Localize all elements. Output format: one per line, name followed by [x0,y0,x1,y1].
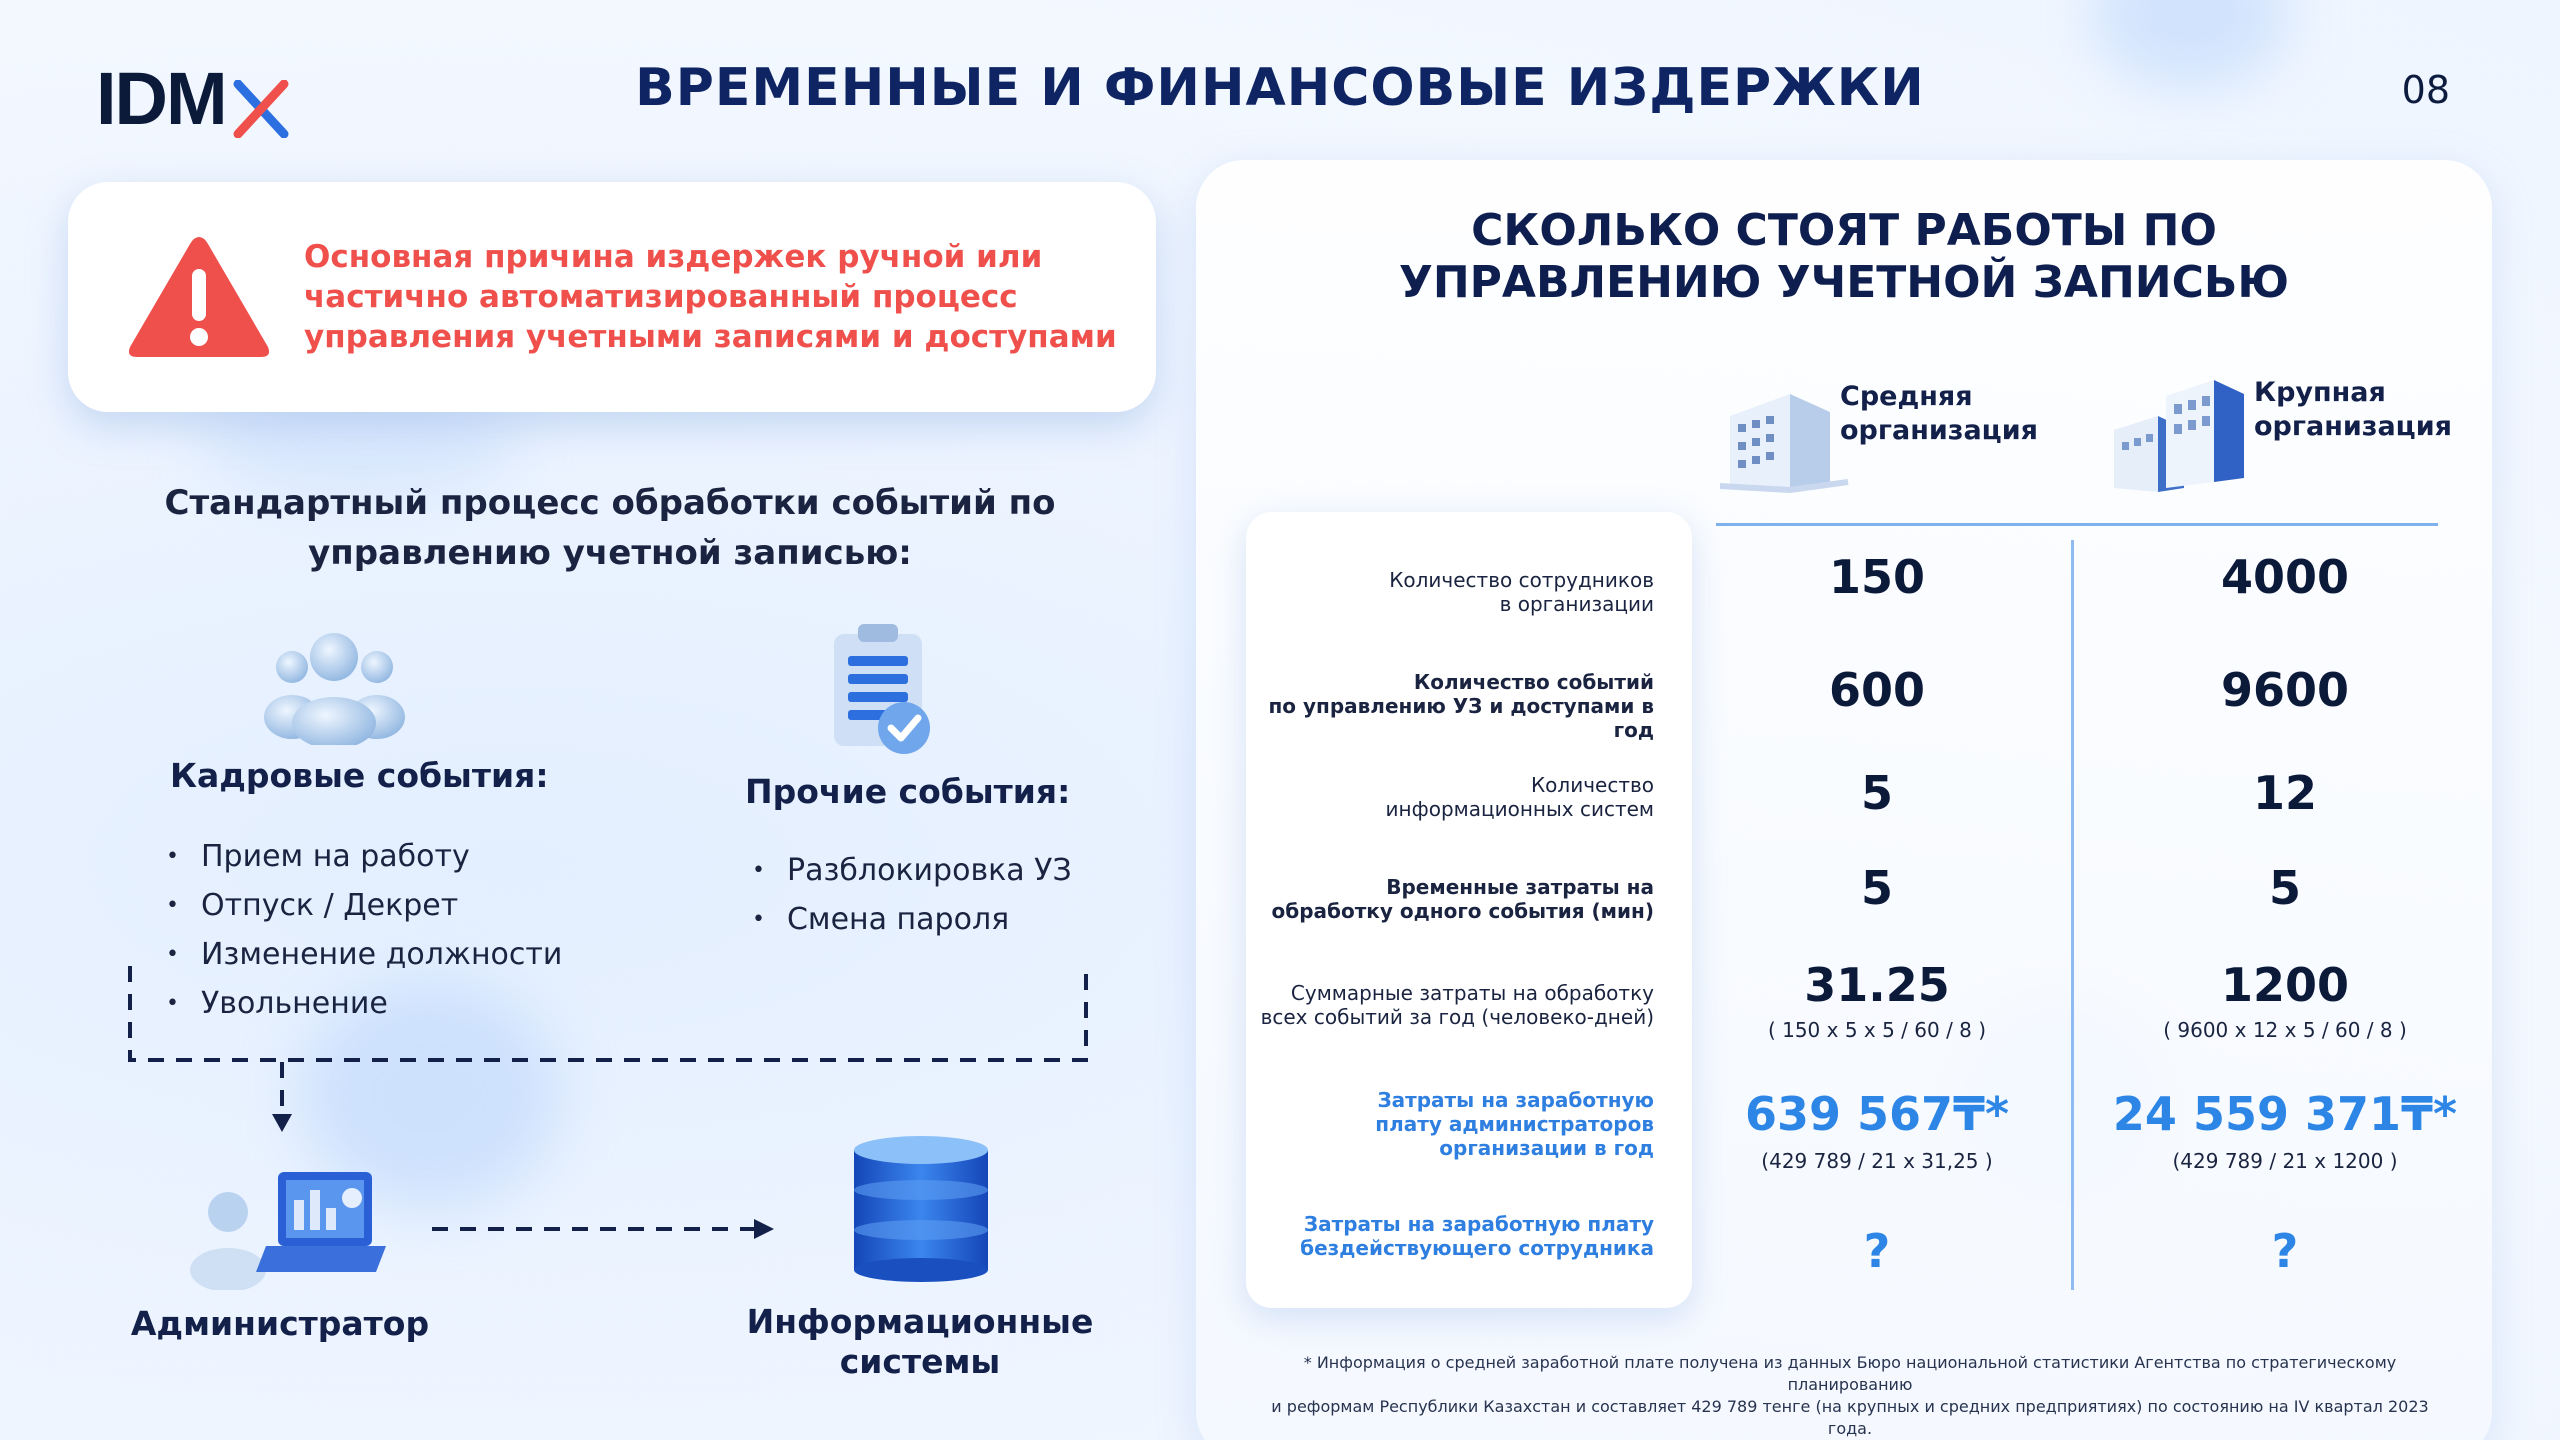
row-label-line: организации в год [1439,1136,1654,1160]
row-label-line: Временные затраты на [1386,875,1654,899]
warning-icon [124,231,274,363]
page-title: ВРЕМЕННЫЕ И ФИНАНСОВЫЕ ИЗДЕРЖКИ [635,58,1925,118]
footnote-line: и реформам Республики Казахстан и составляет 429 789 тенге (на крупных и средних предприятиях) по состоянию на IV квартал 2023 года. [1271,1397,2429,1438]
other-events-title: Прочие события: [745,772,1071,811]
footnote [1250,1352,2450,1440]
row-label-line: в организации [1499,592,1654,616]
column-header-line: организация [1840,415,2038,446]
row-label-line: по управлению УЗ и доступами в год [1268,694,1654,742]
value-medium-time: 5 [1860,861,1893,915]
list-item: • Увольнение [166,979,562,1028]
row-label-admin-salary [1250,1088,1654,1160]
row-label-line: Затраты на заработную [1377,1088,1654,1112]
row-label-line: Суммарные затраты на обработку [1290,981,1654,1005]
cost-title-line: СКОЛЬКО СТОЯТ РАБОТЫ ПО [1471,205,2217,256]
row-label-time-per-event [1250,875,1654,923]
row-label-line: бездействующего сотрудника [1300,1236,1654,1260]
value-medium-events: 600 [1828,663,1926,717]
formula-medium-admin-salary: (429 789 / 21 x 31,25 ) [1761,1149,1993,1173]
list-item: • Разблокировка УЗ [752,846,1072,895]
value-medium-systems: 5 [1860,766,1893,820]
row-label-line: Затраты на заработную плату [1303,1212,1654,1236]
row-label-employees [1250,568,1654,616]
value-medium-idle-employee: ? [1863,1224,1891,1278]
warning-text: Основная причина издержек ручной или частично автоматизированный процесс управления учетными записями и доступами [304,239,1117,355]
info-systems-label: Информационные системы [746,1302,1094,1381]
database-icon [850,1132,992,1286]
list-item: • Прием на работу [166,832,562,881]
column-header-line: Крупная [2254,377,2386,408]
header-underline [1716,523,2438,526]
value-large-idle-employee: ? [2271,1224,2299,1278]
administrator-label: Администратор [130,1304,430,1343]
value-large-time: 5 [2268,861,2301,915]
column-header-line: Средняя [1840,381,1973,412]
value-medium-admin-salary: 639 567₸* [1744,1087,2010,1141]
column-divider [2071,540,2074,1290]
list-item: • Отпуск / Декрет [166,881,562,930]
hr-events-title: Кадровые события: [170,756,549,795]
buildings-icon [2110,372,2250,502]
formula-medium-total-time: ( 150 x 5 x 5 / 60 / 8 ) [1767,1018,1987,1042]
list-item: • Смена пароля [752,895,1072,944]
row-label-line: информационных систем [1385,797,1654,821]
page-number: 08 [2401,68,2450,112]
cost-title [1196,205,2492,309]
row-label-events [1250,670,1654,742]
admin-to-systems-arrow [428,1214,788,1244]
row-label-line: Количество сотрудников [1389,568,1654,592]
column-header-large [2254,376,2452,444]
row-label-line: Количество [1530,773,1654,797]
warning-card [68,182,1156,412]
formula-large-total-time: ( 9600 x 12 x 5 / 60 / 8 ) [2163,1018,2407,1042]
users-icon [262,625,407,749]
row-label-line: плату администраторов [1375,1112,1654,1136]
row-label-idle-employee [1250,1212,1654,1260]
row-label-line: всех событий за год (человеко-дней) [1260,1005,1654,1029]
row-label-total-time [1250,981,1654,1029]
column-header-line: организация [2254,411,2452,442]
list-item: • Изменение должности [166,930,562,979]
value-large-systems: 12 [2252,766,2317,820]
building-icon [1720,386,1850,502]
value-large-admin-salary: 24 559 371₸* [2112,1087,2458,1141]
row-label-systems [1250,773,1654,821]
cost-title-line: УПРАВЛЕНИЮ УЧЕТНОЙ ЗАПИСЬЮ [1398,257,2290,308]
admin-laptop-icon [186,1160,386,1294]
other-events-list [752,846,1072,944]
value-large-events: 9600 [2220,663,2350,717]
value-large-total-time: 1200 [2220,958,2350,1012]
process-title: Стандартный процесс обработки событий по управлению учетной записью: [164,483,1056,573]
value-medium-employees: 150 [1828,550,1926,604]
column-header-medium [1840,380,2038,448]
clipboard-check-icon [826,620,946,769]
value-medium-total-time: 31.25 [1804,958,1950,1012]
logo-text: IDM [96,57,226,140]
row-label-line: обработку одного события (мин) [1271,899,1654,923]
value-large-employees: 4000 [2220,550,2350,604]
row-label-line: Количество событий [1413,670,1654,694]
footnote-line: * Информация о средней заработной плате получена из данных Бюро национальной статистики Агентства по стратегическому планированию [1303,1353,2397,1394]
formula-large-admin-salary: (429 789 / 21 x 1200 ) [2172,1149,2398,1173]
